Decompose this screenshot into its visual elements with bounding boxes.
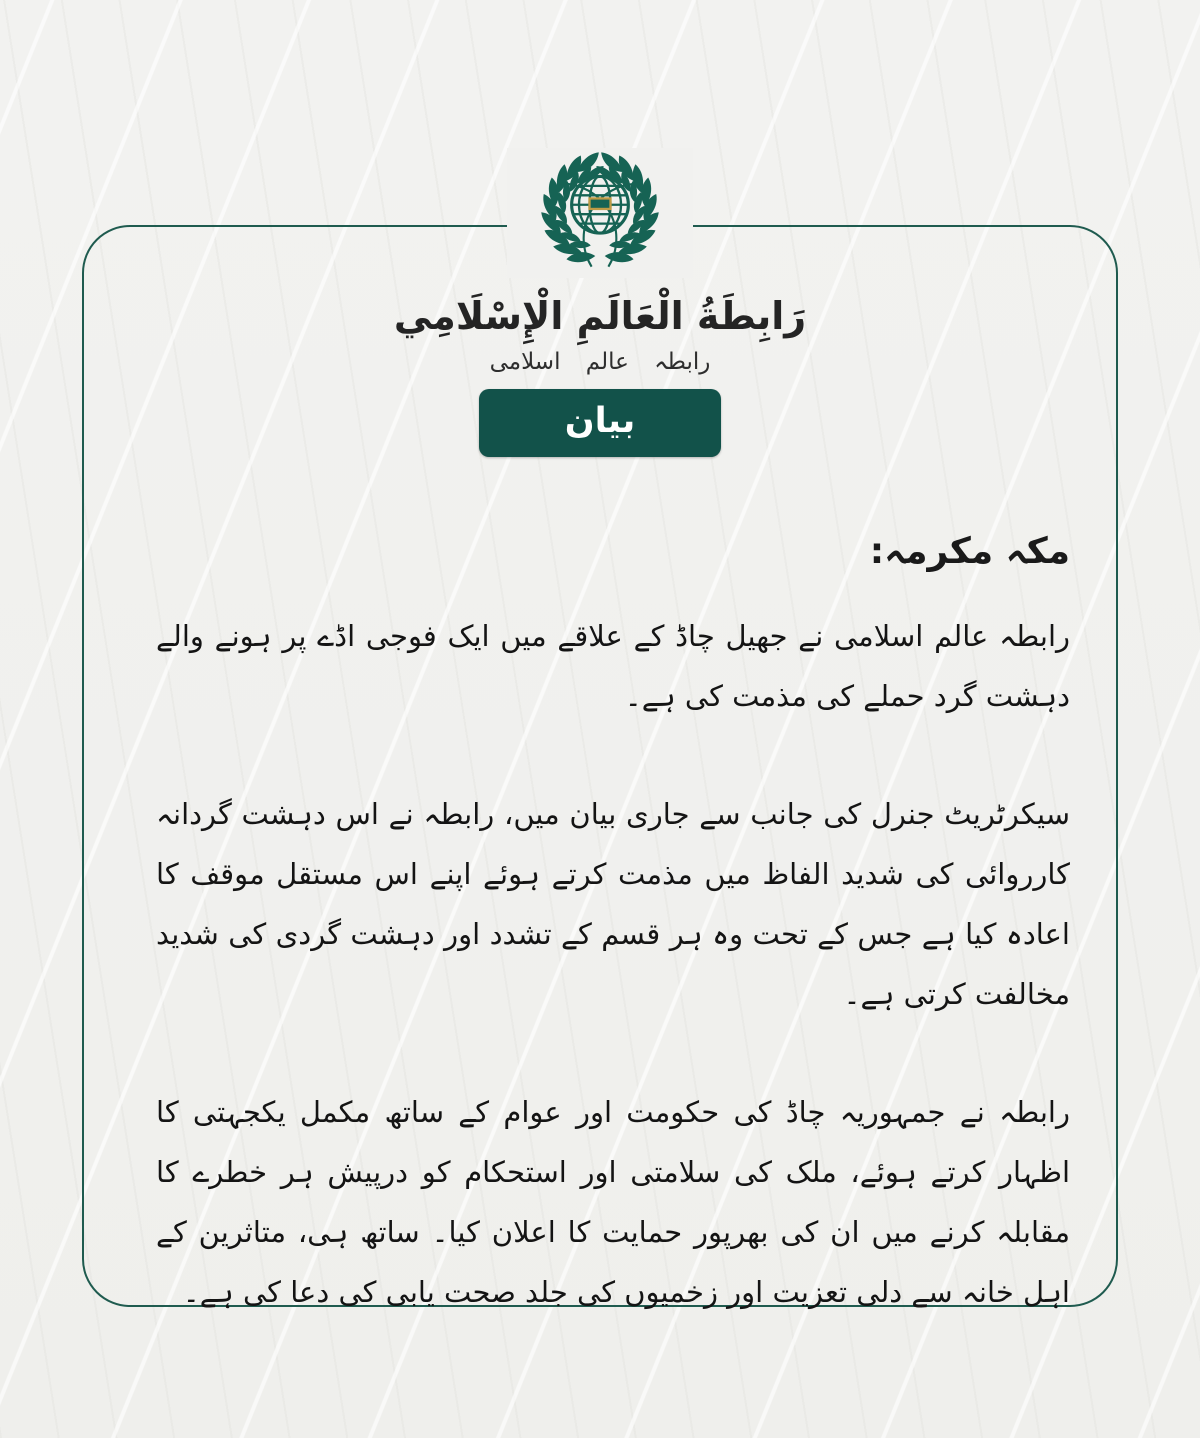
wreath-globe-icon [537,148,663,272]
statement-banner: بیان [479,389,721,457]
statement-card [82,225,1118,1307]
org-name-arabic: رَابِطَةُ الْعَالَمِ الْإِسْلَامِي [393,294,807,338]
paragraph-1: رابطہ عالم اسلامی نے جھیل چاڈ کے علاقے میں ایک فوجی اڈے پر ہونے والے دہشت گرد حملے کی مذمت کی ہے۔ [156,618,1070,713]
dateline: مکہ مکرمہ: [869,530,1070,572]
paragraph-3: رابطہ نے جمہوریہ چاڈ کی حکومت اور عوام کے ساتھ مکمل یکجہتی کا اظہار کرتے ہوئے، ملک کی سلامتی اور استحکام کو درپیش ہر خطرے کا مقابلہ کرنے میں ان کی بھرپور حمایت کا اعلان کیا۔ ساتھ ہی، متاثرین کے اہل خانہ سے دلی تعزیت اور زخمیوں کی جلد صحت یابی کی دعا کی ہے۔ [156,1094,1070,1309]
org-name-urdu: رابطہ عالم اسلامی [489,348,711,375]
paragraph-2: سیکرٹریٹ جنرل کی جانب سے جاری بیان میں، رابطہ نے اس دہشت گردانہ کارروائی کی شدید الفاظ میں مذمت کرتے ہوئے اپنے اس مستقل موقف کا اعادہ کیا ہے جس کے تحت وہ ہر قسم کے تشدد اور دہشت گردی کی شدید مخالفت کرتی ہے۔ [156,796,1070,1011]
org-titles [84,293,1116,457]
statement-body [84,457,1116,1322]
emblem-center-bar [590,198,611,209]
logo-badge [507,148,693,278]
